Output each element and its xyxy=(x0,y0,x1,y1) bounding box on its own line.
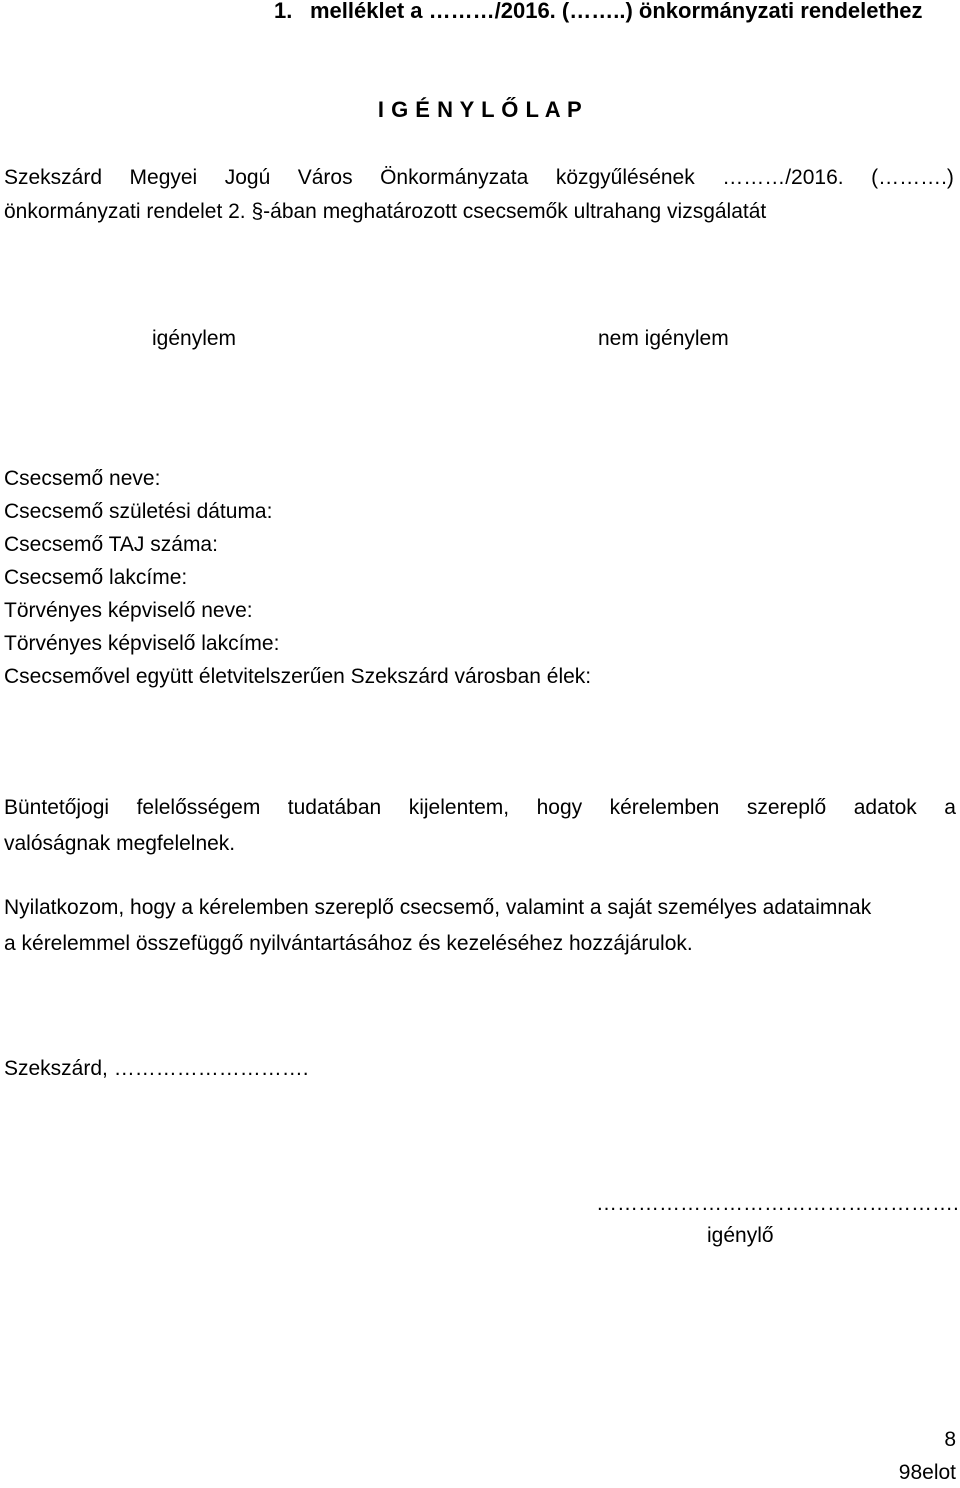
declaration-word: felelősségem xyxy=(136,796,261,819)
declaration-liability xyxy=(4,790,956,862)
field-guardian-address-label: Törvényes képviselő lakcíme: xyxy=(4,632,280,655)
footer-code: 98elot xyxy=(898,1461,956,1484)
declaration-liability-line-2: valóságnak megfelelnek. xyxy=(4,832,236,855)
intro-word: Város xyxy=(297,166,353,189)
intro-word: Szekszárd xyxy=(4,166,103,189)
field-infant-address-label: Csecsemő lakcíme: xyxy=(4,566,188,589)
header-text: melléklet a ………/2016. (……..) önkormányzati rendelethez xyxy=(310,0,923,23)
intro-word: (……….) xyxy=(871,166,954,189)
declaration-consent-line-1: Nyilatkozom, hogy a kérelemben szereplő csecsemő, valamint a saját személyes adataimnak xyxy=(4,896,872,919)
header xyxy=(274,0,923,24)
form-fields-list xyxy=(4,462,591,693)
intro-word: Megyei xyxy=(129,166,198,189)
intro-line-2: önkormányzati rendelet 2. §-ában meghatározott csecsemők ultrahang vizsgálatát xyxy=(4,200,767,223)
signature-line: ……………………………………………. xyxy=(596,1192,959,1215)
intro-word: Jogú xyxy=(224,166,271,189)
page-number: 8 xyxy=(944,1428,956,1451)
intro-line-1 xyxy=(4,161,954,195)
declaration-word: kérelemben xyxy=(609,796,720,819)
declaration-word: kijelentem, xyxy=(408,796,510,819)
intro-word: ………/2016. xyxy=(722,166,844,189)
declaration-word: hogy xyxy=(536,796,583,819)
place-date: Szekszárd, ………………………. xyxy=(4,1057,309,1080)
declaration-word: adatok xyxy=(853,796,917,819)
field-infant-taj-label: Csecsemő TAJ száma: xyxy=(4,533,218,556)
signature-label: igénylő xyxy=(707,1224,774,1247)
field-infant-name-label: Csecsemő neve: xyxy=(4,467,161,490)
choice-decline-option[interactable]: nem igénylem xyxy=(598,327,729,350)
page-title: I G É N Y L Ő L A P xyxy=(377,97,583,122)
intro-word: Önkormányzata xyxy=(380,166,529,189)
choice-request-option[interactable]: igénylem xyxy=(152,327,237,350)
declaration-word: a xyxy=(944,796,956,819)
intro-word: közgyűlésének xyxy=(555,166,695,189)
intro-paragraph xyxy=(4,161,954,229)
header-number: 1. xyxy=(274,0,293,23)
declaration-word: tudatában xyxy=(287,796,382,819)
declaration-liability-line-1 xyxy=(4,790,956,826)
field-guardian-name-label: Törvényes képviselő neve: xyxy=(4,599,253,622)
declaration-word: Büntetőjogi xyxy=(4,796,110,819)
field-residence-label: Csecsemővel együtt életvitelszerűen Szekszárd városban élek: xyxy=(4,665,592,688)
declaration-consent-line-2: a kérelemmel összefüggő nyilvántartásához és kezeléséhez hozzájárulok. xyxy=(4,932,693,955)
declaration-word: szereplő xyxy=(746,796,827,819)
field-infant-birthdate-label: Csecsemő születési dátuma: xyxy=(4,500,273,523)
declaration-consent xyxy=(4,890,956,962)
